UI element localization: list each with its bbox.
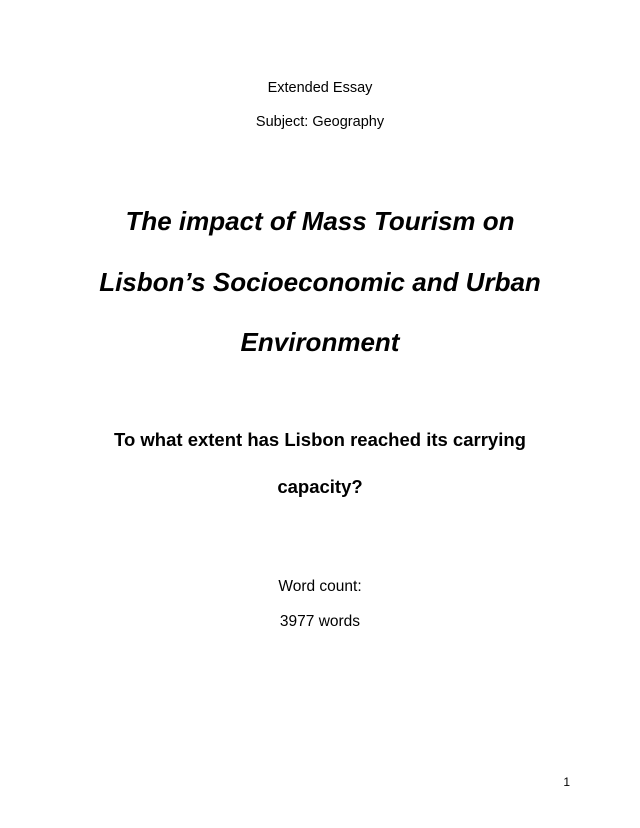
subject-line: Subject: Geography <box>255 114 385 130</box>
title-line-1: The impact of Mass Tourism on <box>125 206 515 236</box>
essay-type: Extended Essay <box>267 80 373 96</box>
word-count-label: Word count: <box>278 578 362 595</box>
word-count-value: 3977 words <box>279 613 361 630</box>
page-number: 1 <box>563 775 570 789</box>
title-line-3: Environment <box>240 327 400 357</box>
research-question-line-2: capacity? <box>277 476 363 497</box>
title-line-2: Lisbon’s Socioeconomic and Urban <box>99 267 541 297</box>
research-question-line-1: To what extent has Lisbon reached its carrying <box>114 429 526 450</box>
